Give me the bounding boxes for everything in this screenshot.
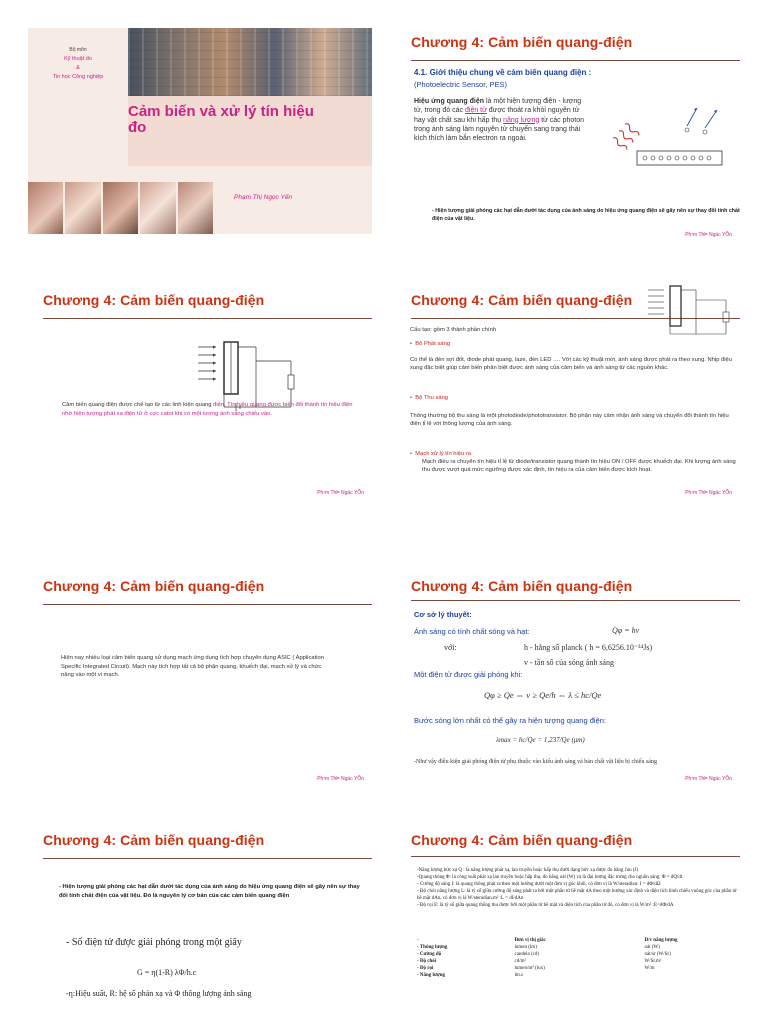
table-row [417,965,742,972]
slide-sensor-overview [16,272,384,512]
planck-definition: h - hằng số planck ( h = 6,6256.10⁻³⁴Js) [524,643,653,652]
definition-item: - Cường độ sáng I: là quang thông phát ra theo một hướng dưới một đơn vị góc khối, có đơn vị là W/steradian: I = dΦ/dΩ [417,882,661,887]
slide-theory [384,558,752,798]
theory-line: Một điện tử được giải phóng khi: [414,670,523,679]
theory-conclusion: -Như vậy điều kiện giải phóng điện tử phụ thuộc vào kiểu ánh sáng và bản chất vật liệu bị chiếu sáng [414,759,657,765]
bullet-receiver-text: Thông thường bộ thu sáng là một photodiode/phototransistor. Bộ phận này cảm nhận ánh sáng và chuyển đổi thành tín hiệu điện tỉ lệ với thông lượng của ánh sáng. [410,413,729,428]
bullet-emitter-text: Có thể là đèn sợi đốt, diode phát quang, laze, đèn LED …. Với các kỹ thuật mới, ánh sáng được phát ra theo xung. Nhịp điệu xung đặc biệt giúp cảm biến phân biệt được ánh sáng của cảm biến và ánh sáng từ các nguồn khác. [410,357,733,372]
bullet-circuit-head: • Mạch xử lý tín hiệu ra [410,451,472,457]
slide-footer: Ph¹m ThÞ Ngäc YÕn [317,490,364,496]
definitions-list [417,867,742,909]
formula-description: -η:Hiệu suất, R: hệ số phản xạ và Φ thông lượng ánh sáng [66,989,252,998]
slide-footer: Ph¹m ThÞ Ngäc YÕn [685,776,732,782]
text-part-highlight: điện. Tín hiệu quang được biến đổi thành tín hiệu điện nhờ hiện tượng phát xạ điện tử ở cực catot khi có một lượng ánh sáng chiếu vào. [62,402,353,417]
title-divider [43,604,372,605]
equation-condition: Qφ ≥ Qe ⇔ v ≥ Qe/h ⇔ λ ≤ hc/Qe [484,690,602,700]
table-header-cell: - [417,938,419,943]
thumbnail-image [140,182,175,234]
slide-footer: Ph¹m ThÞ Ngäc YÕn [685,490,732,496]
thumbnail-image [178,182,213,234]
dept-line: & [76,65,80,71]
table-cell: lm.s [514,973,523,978]
slide-title: Chương 4: Cảm biến quang-điện [43,578,265,594]
definition-item: - Độ rọi E: là tỷ số giữa quang thông thu được bởi một phần tử bề mặt và diện tích của phần tử đó, có đơn vị là W/m² :E=dΦ/dA [417,903,674,908]
frequency-definition: v - tần số của sóng ánh sáng [524,658,614,667]
with-label: với: [444,643,457,652]
dept-line: Kỹ thuật đo [64,56,92,62]
table-cell: - Năng lượng [417,973,445,978]
bullet-emitter-head: • Bộ Phát sáng [410,341,451,347]
definition-paragraph [414,97,586,143]
slide-title: Chương 4: Cảm biến quang-điện [411,292,633,308]
theory-line: Ánh sáng có tính chất sóng và hạt: [414,627,530,636]
table-row [417,951,742,958]
slide-intro [384,14,752,254]
thumbnail-image [103,182,138,234]
theory-line: Bước sóng lớn nhất có thể gây ra hiện tượng quang điện: [414,716,607,725]
title-divider [411,600,740,601]
thumbnail-image [65,182,100,234]
theory-heading: Cơ sở lý thuyết: [414,610,472,619]
cover-thumbnails [28,182,213,234]
definition-item: - Độ chói năng lượng L: là tỷ số giữa cường độ sáng phát ra bởi một phần tử bề mặt dA theo một hướng xác định và diện tích hình chiếu vuông góc của phần tử bề mặt dAn, có đơn vị là W/steradian.m² :L = dI/dAn [417,889,737,901]
table-header-row [417,937,742,944]
table-cell: candela (cd) [514,952,540,957]
slide-title: Chương 4: Cảm biến quang-điện [411,578,633,594]
table-cell: - Cường độ [417,952,442,957]
bullet-receiver-head: • Bộ Thu sáng [410,395,449,401]
section-heading: 4.1. Giới thiệu chung về cảm biến quang điện : [414,68,592,77]
electron-count-heading: - Số điện tử được giải phóng trong một giây [66,937,242,948]
asic-text: Hiện nay nhiều loại cảm biến quang sử dụng mạch ứng dụng tích hợp chuyên dụng ASIC ( Application Specific Integrated Circuit). Mạch này tích hợp tất cả bộ phận quang, khuếch đại, mạch xử lý và chức năng vào một vi mạch. [61,655,324,678]
slide-title: Chương 4: Cảm biến quang-điện [411,34,633,50]
table-cell: oát/sr (W/Sr) [644,952,671,957]
structure-intro: Cấu tạo: gồm 3 thành phần chính [410,327,497,333]
term-bold: Hiệu ứng quang điện [414,98,485,105]
bullet-circuit-text: Mạch điều ra chuyển tín hiệu tỉ lệ từ diode/transistor quang thành tín hiệu ON / OFF được khuếch đại. Khi lượng ánh sáng thu được vượt quá mức ngưỡng được xác định, tín hiệu ra của cảm biến được kích hoạt. [422,459,736,474]
link-energy[interactable]: năng lượng [503,116,540,124]
section-subheading: (Photoelectric Sensor, PES) [414,80,507,89]
para-text: từ các photon trong ánh sáng làm nguyên tử chuyển sang trạng thái kích thích làm bắn electron ra ngoài. [414,116,585,143]
slide-cover [16,14,384,254]
table-row [417,972,742,979]
table-cell: cd/m² [514,959,526,964]
note-text: - Hiện tượng giải phóng các hạt dẫn dưới tác dụng của ánh sáng do hiệu ứng quang điện sẽ gây nên sự thay đổi tính chất điện của vật liệu. [432,208,740,222]
cover-title: Cảm biến và xử lý tín hiệu đo [128,103,314,136]
title-divider [43,318,372,319]
units-table [417,937,742,979]
table-cell [645,972,743,979]
note-text: - Hiện tượng giải phóng các hạt dẫn dưới tác dụng của ánh sáng do hiệu ứng quang điện sẽ gây nên sự thay đổi tính chất điện của vật liệu. Đó là nguyên lý cơ bản của các cảm biến quang điện [59,884,360,899]
table-row [417,958,742,965]
slide-structure [384,272,752,512]
title-divider [411,60,740,61]
table-header-cell: Đ/v năng lượng [644,938,678,943]
table-row [417,944,742,951]
link-electron[interactable]: điện tử [465,107,487,115]
table-cell: - Độ chói [417,959,437,964]
definition-item: -Quang thông Φ: là công suất phát xạ lan truyền hoặc hấp thụ, đo bằng oát (W) và là đại lượng đặc trưng cho nguồn sáng: Φ = dQ/dt [417,875,683,880]
title-divider [411,856,740,857]
slide-title: Chương 4: Cảm biến quang-điện [43,832,265,848]
dept-line: Tin học Công nghiệp [52,74,104,80]
slide-title: Chương 4: Cảm biến quang-điện [43,292,265,308]
photoelectric-diagram [599,96,729,176]
table-cell: lumen (lm) [514,945,537,950]
slide-asic [16,558,384,798]
equation-energy: Qφ = hv [612,626,640,635]
dept-line: Bộ môn [69,47,87,53]
table-cell: lumen/m² (lux) [514,966,545,971]
overview-text [62,401,362,419]
slide-electron-count [16,812,384,1024]
department-label [34,46,122,82]
table-cell: W/m [644,966,655,971]
electron-count-formula: G = η(1-R) λΦ/h.c [137,968,197,977]
table-cell: - Thông lượng [417,945,448,950]
thumbnail-image [28,182,63,234]
table-cell: - Độ rọi [417,966,434,971]
equation-max-wavelength: λmax = hc/Qe = 1,237/Qe (μm) [496,736,585,744]
para-text: là một hiện tượng điện - lượng tử, trong đó các [414,98,582,115]
table-cell: oát (W) [644,945,660,950]
table-header-cell: Đơn vị thị giác [514,938,546,943]
structure-diagram [646,282,746,342]
author-name: Phạm Thị Ngọc Yến [234,194,293,201]
cover-photo [128,28,372,96]
slide-footer: Ph¹m ThÞ Ngäc YÕn [317,776,364,782]
definition-item: -Năng lượng bức xạ Q : là năng lượng phát xạ, lan truyền hoặc hấp thụ dưới dạng bức xạ được đo bằng Jun (J) [417,868,639,873]
title-divider [43,858,372,859]
para-text: được thoát ra khỏi nguyên tử hay vật chất sau khi hấp thụ [414,107,580,124]
slide-title: Chương 4: Cảm biến quang-điện [411,832,633,848]
table-cell: W/Sr.m² [644,959,662,964]
slide-units [384,812,752,1024]
text-part: Cảm biến quang điện được chế tạo từ các linh kiện quang [62,402,214,408]
slide-footer: Ph¹m ThÞ Ngäc YÕn [685,232,732,238]
